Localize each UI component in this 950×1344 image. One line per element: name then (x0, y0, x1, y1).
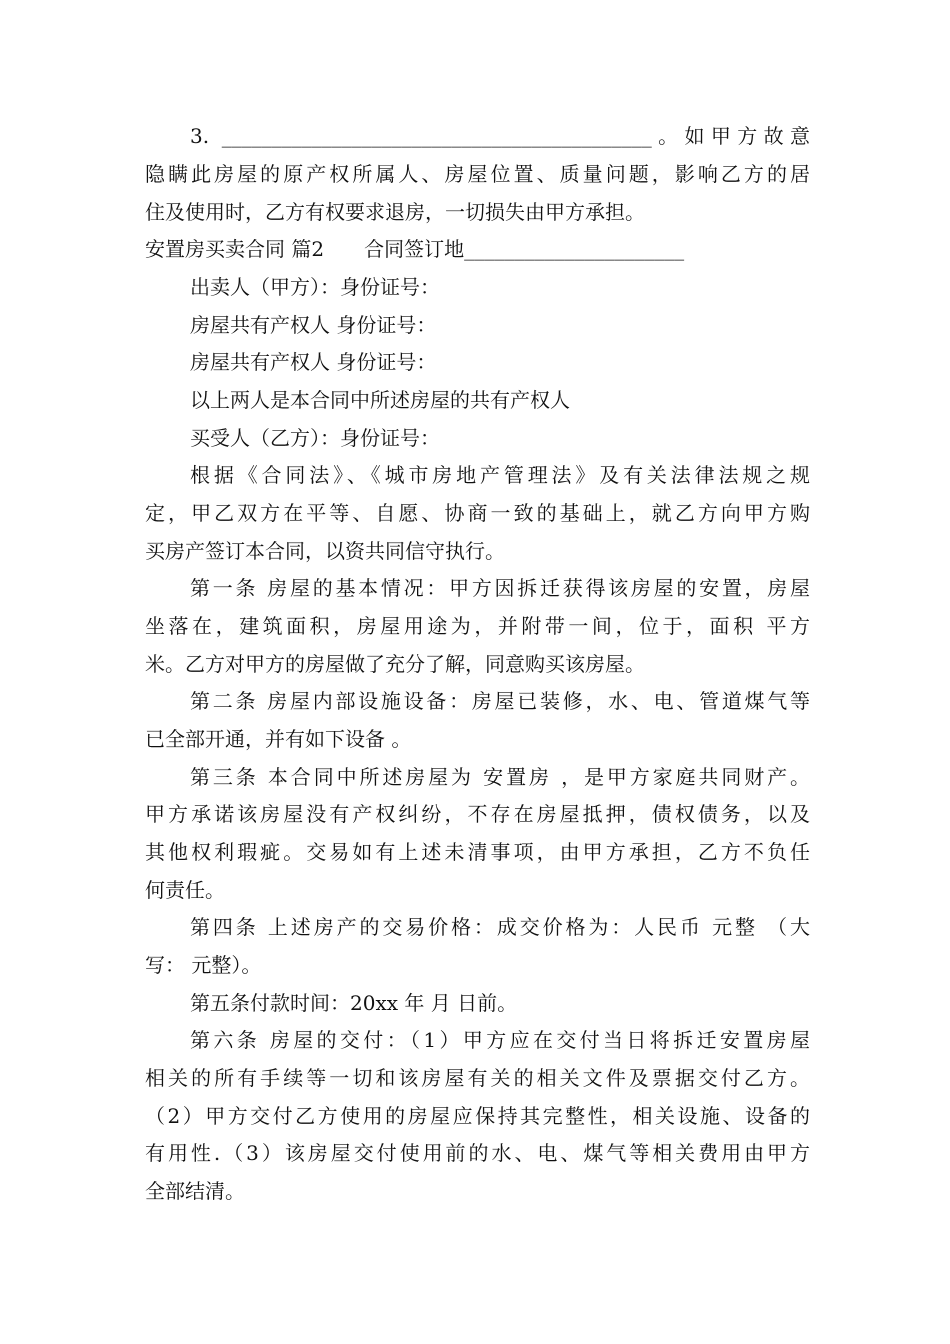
paragraph-line: 定，甲乙双方在平等、自愿、协商一致的基础上，就乙方向甲方购 (145, 501, 810, 525)
article-1-line: 坐落在，建筑面积，房屋用途为，并附带一间，位于，面积 平方 (145, 614, 810, 638)
article-2-line: 已全部开通，并有如下设备 。 (145, 727, 412, 751)
article-6-line: （2）甲方交付乙方使用的房屋应保持其完整性，相关设施、设备的 (145, 1104, 810, 1128)
article-3-line: 第三条 本合同中所述房屋为 安置房 ，是甲方家庭共同财产。 (190, 765, 810, 789)
article-4-line: 第四条 上述房产的交易价格：成交价格为：人民币 元整 （大 (190, 915, 810, 939)
article-2-line: 第二条 房屋内部设施设备：房屋已装修，水、电、管道煤气等 (190, 689, 810, 713)
article-6-line: 全部结清。 (145, 1179, 245, 1203)
buyer-line: 买受人（乙方）：身份证号： (190, 426, 440, 450)
paragraph-line: 买房产签订本合同，以资共同信守执行。 (145, 539, 505, 563)
paragraph-line: 根据《合同法》、《城市房地产管理法》及有关法律法规之规 (190, 463, 810, 487)
article-4-line: 写： 元整）。 (145, 953, 262, 977)
article-3-line: 何责任。 (145, 878, 225, 902)
co-owner-line: 房屋共有产权人 身份证号： (190, 313, 437, 337)
article-1-line: 第一条 房屋的基本情况：甲方因拆迁获得该房屋的安置，房屋 (190, 576, 810, 600)
article-5-line: 第五条付款时间：20xx 年 月 日前。 (190, 991, 518, 1015)
co-owner-line: 房屋共有产权人 身份证号： (190, 350, 437, 374)
paragraph-line: 隐瞒此房屋的原产权所属人、房屋位置、质量问题，影响乙方的居 (145, 162, 810, 186)
seller-line: 出卖人（甲方）：身份证号： (190, 275, 440, 299)
article-6-line: 有用性.（3）该房屋交付使用前的水、电、煤气等相关费用由甲方 (145, 1141, 810, 1165)
article-3-line: 甲方承诺该房屋没有产权纠纷，不存在房屋抵押，债权债务，以及 (145, 802, 810, 826)
article-6-line: 相关的所有手续等一切和该房屋有关的相关文件及票据交付乙方。 (145, 1066, 810, 1090)
article-1-line: 米。乙方对甲方的房屋做了充分了解，同意购买该房屋。 (145, 652, 645, 676)
section-heading: 安置房买卖合同 篇2 合同签订地______________________ (145, 237, 685, 261)
paragraph-line: 住及使用时，乙方有权要求退房，一切损失由甲方承担。 (145, 200, 645, 224)
article-6-line: 第六条 房屋的交付：（1）甲方应在交付当日将拆迁安置房屋 (190, 1028, 810, 1052)
co-owner-note: 以上两人是本合同中所述房屋的共有产权人 (190, 388, 570, 412)
paragraph-line: 3. ___________________________________________。如甲方故意 (190, 124, 810, 148)
article-3-line: 其他权利瑕疵。交易如有上述未清事项，由甲方承担，乙方不负任 (145, 840, 810, 864)
